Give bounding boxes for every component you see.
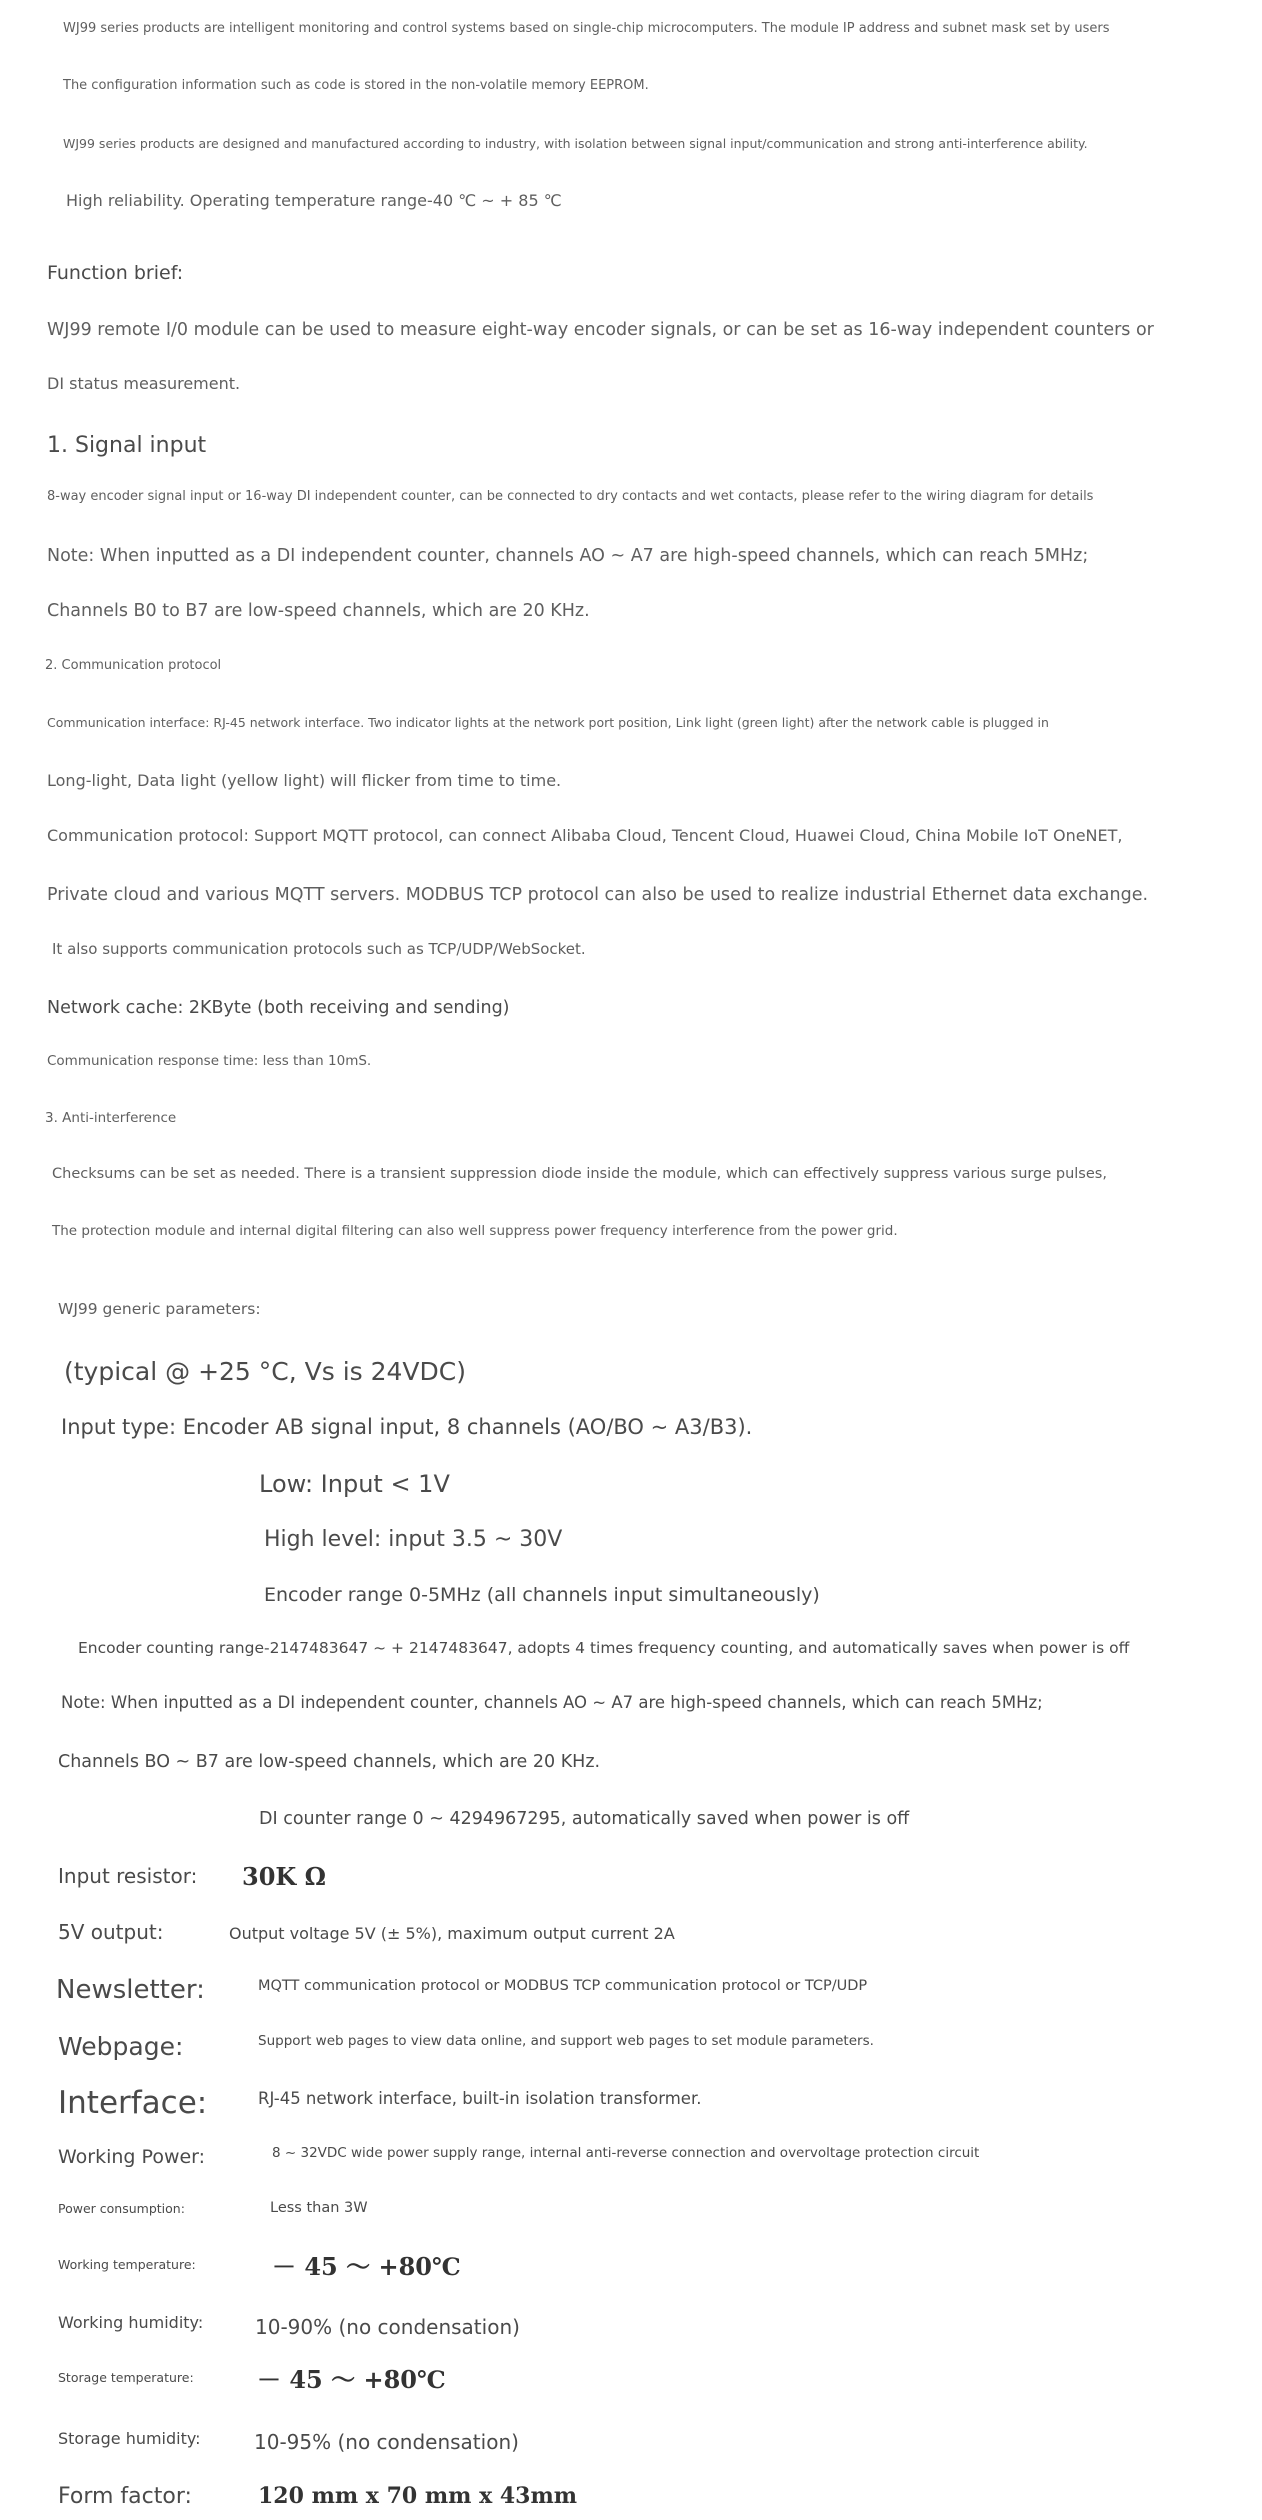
spec-label-newsletter: Newsletter: — [56, 1975, 205, 2005]
spec-label-webpage: Webpage: — [58, 2032, 184, 2061]
communication-line-4: Private cloud and various MQTT servers. MODBUS TCP protocol can also be used to realize industrial Ethernet data exchange. — [47, 885, 1149, 905]
spec-value-working-humidity: 10-90% (no condensation) — [255, 2315, 520, 2339]
spec-value-interface: RJ-45 network interface, built-in isolation transformer. — [258, 2089, 702, 2108]
communication-line-6: Network cache: 2KByte (both receiving and sending) — [47, 998, 510, 1018]
params-note-1: Note: When inputted as a DI independent counter, channels AO ~ A7 are high-speed channels, which can reach 5MHz; — [61, 1693, 1043, 1712]
intro-line-3: WJ99 series products are designed and manufactured according to industry, with isolation between signal input/communication and strong anti-interference ability. — [63, 136, 1088, 151]
spec-label-working-temperature: Working temperature: — [58, 2257, 196, 2272]
spec-label-storage-humidity: Storage humidity: — [58, 2429, 201, 2448]
spec-value-5v-output: Output voltage 5V (± 5%), maximum output current 2A — [229, 1924, 675, 1943]
communication-line-1: Communication interface: RJ-45 network interface. Two indicator lights at the network port position, Link light (green light) after the network cable is plugged in — [47, 715, 1049, 730]
spec-value-power-consumption: Less than 3W — [270, 2200, 368, 2216]
params-encoder-range: Encoder range 0-5MHz (all channels input simultaneously) — [264, 1584, 820, 1606]
spec-label-working-power: Working Power: — [58, 2146, 206, 2168]
intro-line-1: WJ99 series products are intelligent monitoring and control systems based on single-chip microcomputers. The module IP address and subnet mask set by users — [63, 21, 1110, 36]
anti-interference-line-1: Checksums can be set as needed. There is a transient suppression diode inside the module, which can effectively suppress various surge pulses, — [52, 1166, 1107, 1182]
spec-value-webpage: Support web pages to view data online, and support web pages to set module parameters. — [258, 2033, 874, 2049]
params-counting-range: Encoder counting range-2147483647 ~ + 2147483647, adopts 4 times frequency counting, and automatically saves when power is off — [78, 1639, 1130, 1657]
communication-line-5: It also supports communication protocols such as TCP/UDP/WebSocket. — [52, 940, 586, 958]
function-brief-line-1: WJ99 remote I/0 module can be used to measure eight-way encoder signals, or can be set as 16-way independent counters or — [47, 320, 1154, 340]
spec-value-input-resistor: 30K Ω — [242, 1862, 326, 1891]
intro-line-4: High reliability. Operating temperature range-40 ℃ ~ + 85 ℃ — [66, 191, 562, 210]
function-brief-heading: Function brief: — [47, 262, 184, 284]
spec-label-input-resistor: Input resistor: — [58, 1864, 198, 1888]
spec-value-storage-humidity: 10-95% (no condensation) — [254, 2430, 519, 2454]
params-di-range: DI counter range 0 ~ 4294967295, automatically saved when power is off — [259, 1809, 910, 1829]
spec-value-newsletter: MQTT communication protocol or MODBUS TCP communication protocol or TCP/UDP — [258, 1978, 868, 1994]
spec-value-working-temperature: － 45 ～ +80℃ — [272, 2252, 461, 2281]
params-typical: (typical @ +25 °C, Vs is 24VDC) — [64, 1357, 466, 1386]
signal-input-note-2: Channels B0 to B7 are low-speed channels, which are 20 KHz. — [47, 601, 590, 621]
signal-input-line-1: 8-way encoder signal input or 16-way DI independent counter, can be connected to dry contacts and wet contacts, please refer to the wiring diagram for details — [47, 489, 1094, 504]
spec-label-working-humidity: Working humidity: — [58, 2313, 204, 2332]
anti-interference-heading: 3. Anti-interference — [45, 1110, 177, 1126]
spec-value-working-power: 8 ~ 32VDC wide power supply range, internal anti-reverse connection and overvoltage protection circuit — [272, 2145, 980, 2161]
function-brief-line-2: DI status measurement. — [47, 374, 241, 393]
params-note-2: Channels BO ~ B7 are low-speed channels, which are 20 KHz. — [58, 1752, 601, 1772]
spec-label-5v-output: 5V output: — [58, 1920, 164, 1944]
spec-label-power-consumption: Power consumption: — [58, 2201, 185, 2216]
spec-label-interface: Interface: — [58, 2085, 208, 2121]
params-high: High level: input 3.5 ~ 30V — [264, 1527, 563, 1552]
signal-input-note-1: Note: When inputted as a DI independent counter, channels AO ~ A7 are high-speed channels, which can reach 5MHz; — [47, 546, 1089, 566]
spec-value-storage-temperature: － 45 ～ +80℃ — [257, 2365, 446, 2394]
intro-line-2: The configuration information such as code is stored in the non-volatile memory EEPROM. — [63, 78, 649, 93]
communication-heading: 2. Communication protocol — [45, 658, 222, 673]
spec-label-storage-temperature: Storage temperature: — [58, 2370, 194, 2385]
communication-line-7: Communication response time: less than 10mS. — [47, 1053, 372, 1069]
params-low: Low: Input < 1V — [259, 1470, 450, 1498]
spec-value-form-factor: 120 mm x 70 mm x 43mm — [258, 2483, 578, 2509]
signal-input-heading: 1. Signal input — [47, 433, 207, 458]
params-heading: WJ99 generic parameters: — [58, 1300, 261, 1318]
communication-line-2: Long-light, Data light (yellow light) will flicker from time to time. — [47, 771, 562, 790]
params-input-type: Input type: Encoder AB signal input, 8 channels (AO/BO ~ A3/B3). — [61, 1415, 753, 1439]
anti-interference-line-2: The protection module and internal digital filtering can also well suppress power frequency interference from the power grid. — [52, 1223, 898, 1239]
communication-line-3: Communication protocol: Support MQTT protocol, can connect Alibaba Cloud, Tencent Cloud, Huawei Cloud, China Mobile IoT OneNET, — [47, 826, 1123, 845]
spec-label-form-factor: Form factor: — [58, 2484, 192, 2509]
